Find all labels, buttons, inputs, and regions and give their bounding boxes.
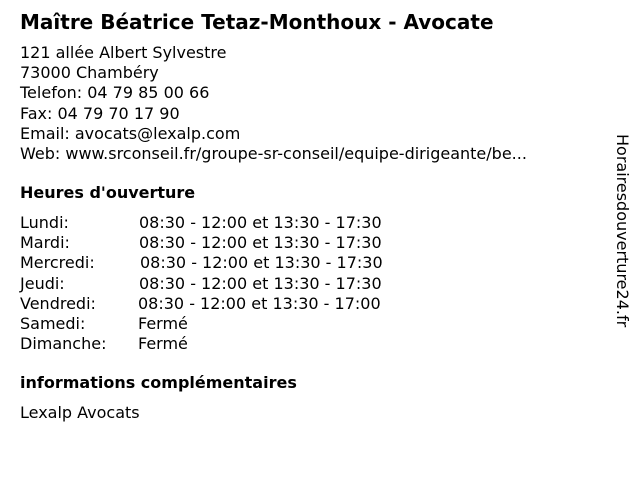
hours-heading: Heures d'ouverture bbox=[20, 183, 196, 202]
day-label: Dimanche: bbox=[20, 334, 107, 354]
day-label: Mardi: bbox=[20, 233, 70, 253]
page-title: Maître Béatrice Tetaz-Monthoux - Avocate bbox=[20, 10, 494, 34]
email-address: Email: avocats@lexalp.com bbox=[20, 123, 241, 143]
day-label: Samedi: bbox=[20, 313, 86, 333]
time-value: 08:30 - 12:00 et 13:30 - 17:30 bbox=[139, 273, 382, 293]
time-value: 08:30 - 12:00 et 13:30 - 17:30 bbox=[139, 213, 382, 232]
time-value: Fermé bbox=[138, 313, 188, 333]
street-address: 121 allée Albert Sylvestre bbox=[20, 43, 227, 62]
time-value: 08:30 - 12:00 et 13:30 - 17:00 bbox=[138, 293, 381, 313]
time-value: 08:30 - 12:00 et 13:30 - 17:30 bbox=[140, 253, 383, 273]
day-label: Jeudi: bbox=[20, 273, 65, 293]
watermark: Horairesdouverture24.fr bbox=[613, 134, 632, 328]
time-value: Fermé bbox=[138, 334, 188, 354]
contact-block bbox=[20, 43, 527, 164]
website-url: Web: www.srconseil.fr/groupe-sr-conseil/equipe-dirigeante/be... bbox=[20, 143, 527, 163]
info-text: Lexalp Avocats bbox=[20, 403, 140, 422]
day-label: Lundi: bbox=[20, 213, 69, 232]
city-address: 73000 Chambéry bbox=[20, 63, 159, 83]
phone-number: Telefon: 04 79 85 00 66 bbox=[20, 83, 210, 103]
day-label: Mercredi: bbox=[20, 253, 95, 273]
day-label: Vendredi: bbox=[20, 293, 96, 313]
fax-number: Fax: 04 79 70 17 90 bbox=[20, 103, 180, 123]
info-heading: informations complémentaires bbox=[20, 373, 297, 392]
time-value: 08:30 - 12:00 et 13:30 - 17:30 bbox=[139, 233, 382, 253]
